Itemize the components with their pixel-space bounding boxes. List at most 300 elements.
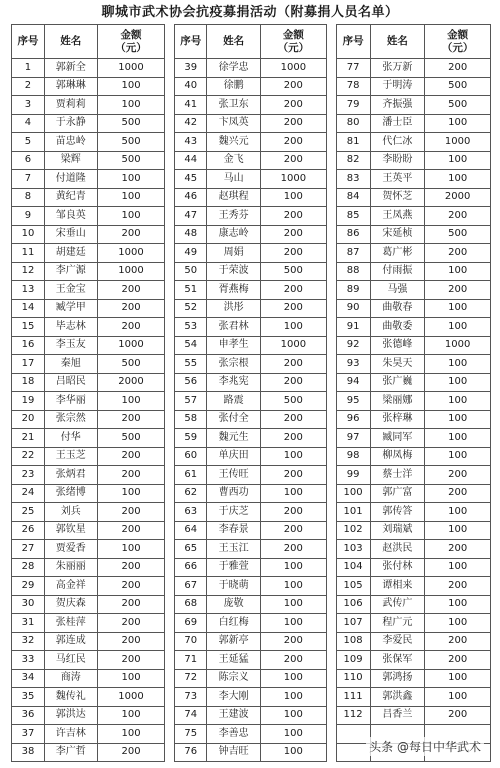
donation-amount: 100 xyxy=(260,188,326,207)
donor-name: 李爱民 xyxy=(370,632,425,651)
row-index: 25 xyxy=(12,503,45,522)
table-row xyxy=(175,540,326,559)
row-index: 93 xyxy=(336,355,370,374)
table-row xyxy=(175,207,326,226)
donor-name: 王凤燕 xyxy=(370,207,425,226)
table-row xyxy=(12,262,165,281)
donation-amount: 200 xyxy=(260,207,326,226)
donation-amount: 200 xyxy=(97,281,165,300)
table-row xyxy=(12,558,165,577)
table-row xyxy=(12,429,165,448)
donation-amount: 200 xyxy=(97,577,165,596)
donation-amount: 200 xyxy=(97,558,165,577)
donation-amount: 100 xyxy=(97,188,165,207)
row-index: 14 xyxy=(12,299,45,318)
donor-name: 许吉林 xyxy=(44,725,97,744)
row-index: 64 xyxy=(175,521,207,540)
table-row xyxy=(175,484,326,503)
table-header-row xyxy=(175,25,326,59)
donor-name: 曲敬委 xyxy=(370,318,425,337)
donation-amount: 100 xyxy=(425,170,491,189)
donor-name: 张付全 xyxy=(207,410,261,429)
table-row xyxy=(12,595,165,614)
donor-name: 陈宗义 xyxy=(207,669,261,688)
table-row xyxy=(12,632,165,651)
header-amount-label: 金额 xyxy=(447,28,469,41)
donor-name: 高金祥 xyxy=(44,577,97,596)
table-row xyxy=(336,207,490,226)
table-row xyxy=(336,595,490,614)
table-row xyxy=(12,225,165,244)
table-row xyxy=(175,743,326,762)
row-index: 112 xyxy=(336,706,370,725)
table-row xyxy=(175,558,326,577)
table-row xyxy=(12,299,165,318)
donor-name: 李广哲 xyxy=(44,743,97,762)
row-index: 26 xyxy=(12,521,45,540)
row-index: 50 xyxy=(175,262,207,281)
table-row xyxy=(12,373,165,392)
table-row xyxy=(12,577,165,596)
donation-amount: 200 xyxy=(260,651,326,670)
table-row xyxy=(12,170,165,189)
row-index: 51 xyxy=(175,281,207,300)
donor-name: 李兆宪 xyxy=(207,373,261,392)
row-index: 105 xyxy=(336,577,370,596)
donor-name: 胥燕梅 xyxy=(207,281,261,300)
donation-amount: 200 xyxy=(425,706,491,725)
table-row xyxy=(336,225,490,244)
donor-name: 付雨振 xyxy=(370,262,425,281)
table-row xyxy=(336,521,490,540)
table-row xyxy=(336,133,490,152)
row-index: 35 xyxy=(12,688,45,707)
donation-amount: 100 xyxy=(260,447,326,466)
table-row xyxy=(175,392,326,411)
donor-name: 梁辉 xyxy=(44,151,97,170)
donor-name: 张德峰 xyxy=(370,336,425,355)
row-index: 79 xyxy=(336,96,370,115)
donor-name: 于荣波 xyxy=(207,262,261,281)
table-row xyxy=(175,429,326,448)
table-row xyxy=(12,392,165,411)
row-index: 77 xyxy=(336,59,370,78)
table-header-row xyxy=(336,25,490,59)
row-index: 88 xyxy=(336,262,370,281)
table-row xyxy=(336,669,490,688)
donation-amount: 200 xyxy=(97,318,165,337)
header-index: 序号 xyxy=(175,25,207,59)
donation-amount: 200 xyxy=(260,521,326,540)
donor-name: 武传广 xyxy=(370,595,425,614)
row-index: 73 xyxy=(175,688,207,707)
table-row xyxy=(175,466,326,485)
donation-amount: 100 xyxy=(260,706,326,725)
row-index: 52 xyxy=(175,299,207,318)
row-index: 100 xyxy=(336,484,370,503)
header-amount xyxy=(260,25,326,59)
header-index: 序号 xyxy=(336,25,370,59)
donor-name: 苗忠岭 xyxy=(44,133,97,152)
donor-name: 张梓琳 xyxy=(370,410,425,429)
row-index: 34 xyxy=(12,669,45,688)
donation-amount: 200 xyxy=(260,355,326,374)
donor-name: 齐振强 xyxy=(370,96,425,115)
donor-name: 白红梅 xyxy=(207,614,261,633)
table-row xyxy=(175,373,326,392)
table-row xyxy=(175,188,326,207)
donation-amount: 100 xyxy=(260,688,326,707)
donor-name: 商涛 xyxy=(44,669,97,688)
donation-amount: 100 xyxy=(425,299,491,318)
donor-name: 王建波 xyxy=(207,706,261,725)
table-row xyxy=(336,614,490,633)
table-row xyxy=(175,114,326,133)
table-row xyxy=(175,725,326,744)
donation-amount: 200 xyxy=(425,577,491,596)
donor-name: 王金宝 xyxy=(44,281,97,300)
table-row xyxy=(12,336,165,355)
donation-amount: 2000 xyxy=(97,373,165,392)
donor-name: 郭广富 xyxy=(370,484,425,503)
row-index: 56 xyxy=(175,373,207,392)
row-index: 4 xyxy=(12,114,45,133)
donor-list-sheet xyxy=(11,24,491,764)
donation-amount: 100 xyxy=(97,96,165,115)
row-index: 68 xyxy=(175,595,207,614)
row-index: 80 xyxy=(336,114,370,133)
donation-amount: 100 xyxy=(425,151,491,170)
donor-name: 马山 xyxy=(207,170,261,189)
donor-name: 朱昊天 xyxy=(370,355,425,374)
row-index: 102 xyxy=(336,521,370,540)
table-row xyxy=(336,151,490,170)
donor-name: 梁丽娜 xyxy=(370,392,425,411)
donation-amount: 500 xyxy=(97,355,165,374)
donor-name: 申孝生 xyxy=(207,336,261,355)
donation-amount: 200 xyxy=(97,466,165,485)
donation-amount: 500 xyxy=(425,77,491,96)
table-row xyxy=(336,466,490,485)
donation-amount: 500 xyxy=(260,262,326,281)
donor-name: 臧学甲 xyxy=(44,299,97,318)
row-index: 98 xyxy=(336,447,370,466)
donor-name: 李盼盼 xyxy=(370,151,425,170)
donor-name: 庞敬 xyxy=(207,595,261,614)
donation-amount: 200 xyxy=(260,225,326,244)
table-row xyxy=(336,632,490,651)
donor-name: 宋垂山 xyxy=(44,225,97,244)
row-index: 3 xyxy=(12,96,45,115)
donation-amount: 200 xyxy=(425,466,491,485)
donor-name: 康志岭 xyxy=(207,225,261,244)
donation-amount: 200 xyxy=(425,207,491,226)
header-amount-unit: （元） xyxy=(115,41,147,54)
row-index: 17 xyxy=(12,355,45,374)
table-row xyxy=(12,447,165,466)
donation-amount: 200 xyxy=(97,521,165,540)
donor-name: 葛广彬 xyxy=(370,244,425,263)
donation-amount: 100 xyxy=(260,669,326,688)
donation-amount: 200 xyxy=(260,133,326,152)
row-index: 6 xyxy=(12,151,45,170)
row-index: 8 xyxy=(12,188,45,207)
donor-name: 魏元生 xyxy=(207,429,261,448)
donor-name: 于晓萌 xyxy=(207,577,261,596)
table-row xyxy=(336,558,490,577)
donation-amount: 100 xyxy=(425,447,491,466)
donation-amount: 200 xyxy=(260,299,326,318)
row-index: 10 xyxy=(12,225,45,244)
donation-amount: 500 xyxy=(97,429,165,448)
donor-name: 王秀芬 xyxy=(207,207,261,226)
table-row xyxy=(12,59,165,78)
table-row xyxy=(175,244,326,263)
table-row xyxy=(336,114,490,133)
donor-name: 于庆芝 xyxy=(207,503,261,522)
table-row xyxy=(12,669,165,688)
table-row xyxy=(175,447,326,466)
donor-name: 毕志林 xyxy=(44,318,97,337)
table-row xyxy=(175,410,326,429)
table-row xyxy=(336,577,490,596)
donor-name: 胡建廷 xyxy=(44,244,97,263)
donor-name: 李华丽 xyxy=(44,392,97,411)
donation-amount: 500 xyxy=(260,392,326,411)
donation-amount: 200 xyxy=(97,503,165,522)
table-row xyxy=(175,299,326,318)
donation-amount: 100 xyxy=(425,503,491,522)
donation-amount: 100 xyxy=(97,484,165,503)
donation-amount: 200 xyxy=(260,114,326,133)
header-amount-unit: （元） xyxy=(277,41,310,54)
donation-amount: 100 xyxy=(425,318,491,337)
table-row xyxy=(12,133,165,152)
table-row xyxy=(175,77,326,96)
donation-amount: 200 xyxy=(97,447,165,466)
row-index: 62 xyxy=(175,484,207,503)
donor-name: 贾莉莉 xyxy=(44,96,97,115)
header-amount-unit: （元） xyxy=(441,41,474,54)
header-amount xyxy=(425,25,491,59)
table-row xyxy=(12,614,165,633)
donation-amount: 200 xyxy=(260,632,326,651)
donor-name: 周娟 xyxy=(207,244,261,263)
donation-amount: 100 xyxy=(97,392,165,411)
donation-amount: 200 xyxy=(425,632,491,651)
row-index: 104 xyxy=(336,558,370,577)
donor-name: 秦旭 xyxy=(44,355,97,374)
donation-amount: 1000 xyxy=(97,244,165,263)
row-index: 38 xyxy=(12,743,45,762)
table-row xyxy=(175,225,326,244)
row-index: 5 xyxy=(12,133,45,152)
donor-name: 宋延桢 xyxy=(370,225,425,244)
donation-amount: 100 xyxy=(425,373,491,392)
row-index: 97 xyxy=(336,429,370,448)
row-index: 18 xyxy=(12,373,45,392)
table-row xyxy=(12,466,165,485)
row-index: 12 xyxy=(12,262,45,281)
donation-amount: 100 xyxy=(260,743,326,762)
row-index: 89 xyxy=(336,281,370,300)
table-row xyxy=(336,540,490,559)
row-index: 37 xyxy=(12,725,45,744)
donation-amount: 100 xyxy=(260,577,326,596)
donation-amount: 1000 xyxy=(97,59,165,78)
row-index: 43 xyxy=(175,133,207,152)
table-row xyxy=(175,632,326,651)
table-row xyxy=(12,281,165,300)
header-index: 序号 xyxy=(12,25,45,59)
donation-amount: 100 xyxy=(425,114,491,133)
table-row xyxy=(12,706,165,725)
row-index: 107 xyxy=(336,614,370,633)
donation-amount: 200 xyxy=(97,225,165,244)
table-row xyxy=(175,59,326,78)
row-index: 87 xyxy=(336,244,370,263)
donation-amount: 500 xyxy=(425,96,491,115)
donation-amount: 1000 xyxy=(425,133,491,152)
donation-amount: 100 xyxy=(97,706,165,725)
row-index: 66 xyxy=(175,558,207,577)
row-index: 61 xyxy=(175,466,207,485)
table-row xyxy=(336,96,490,115)
row-index: 90 xyxy=(336,299,370,318)
table-row xyxy=(336,281,490,300)
row-index: 85 xyxy=(336,207,370,226)
donor-name: 贺庆森 xyxy=(44,595,97,614)
donation-amount: 200 xyxy=(97,595,165,614)
donation-amount: 200 xyxy=(260,429,326,448)
donation-amount: 200 xyxy=(260,281,326,300)
donation-amount: 200 xyxy=(425,540,491,559)
table-row xyxy=(336,77,490,96)
table-row xyxy=(336,688,490,707)
donor-name: 贺怀芝 xyxy=(370,188,425,207)
donation-amount: 100 xyxy=(97,540,165,559)
row-index: 45 xyxy=(175,170,207,189)
donation-amount: 100 xyxy=(97,669,165,688)
row-index: 24 xyxy=(12,484,45,503)
donation-amount: 200 xyxy=(425,281,491,300)
donation-amount: 100 xyxy=(97,725,165,744)
donation-amount: 200 xyxy=(260,373,326,392)
table-row xyxy=(336,429,490,448)
row-index: 30 xyxy=(12,595,45,614)
donor-name: 钟吉旺 xyxy=(207,743,261,762)
table-row xyxy=(12,244,165,263)
donation-amount: 100 xyxy=(260,725,326,744)
row-index: 109 xyxy=(336,651,370,670)
table-row xyxy=(12,151,165,170)
row-index xyxy=(336,743,370,762)
donation-amount: 200 xyxy=(260,151,326,170)
donor-name: 曹西功 xyxy=(207,484,261,503)
donation-amount: 200 xyxy=(260,96,326,115)
table-row xyxy=(12,96,165,115)
row-index: 31 xyxy=(12,614,45,633)
donation-amount: 200 xyxy=(260,77,326,96)
donor-name: 郭鸿扬 xyxy=(370,669,425,688)
table-row xyxy=(12,207,165,226)
donation-amount: 200 xyxy=(97,632,165,651)
table-row xyxy=(12,725,165,744)
row-index: 44 xyxy=(175,151,207,170)
row-index: 103 xyxy=(336,540,370,559)
donation-amount: 2000 xyxy=(425,188,491,207)
donor-name: 于永静 xyxy=(44,114,97,133)
donation-amount: 100 xyxy=(425,262,491,281)
table-row xyxy=(336,244,490,263)
donor-name: 刘瑞斌 xyxy=(370,521,425,540)
table-row xyxy=(175,577,326,596)
row-index: 101 xyxy=(336,503,370,522)
donation-amount: 200 xyxy=(260,410,326,429)
donor-name: 郭传答 xyxy=(370,503,425,522)
donor-name: 张卫东 xyxy=(207,96,261,115)
donor-name: 魏兴元 xyxy=(207,133,261,152)
donor-name: 贾爱香 xyxy=(44,540,97,559)
row-index: 16 xyxy=(12,336,45,355)
donor-name: 付华 xyxy=(44,429,97,448)
table-row xyxy=(175,355,326,374)
row-index: 96 xyxy=(336,410,370,429)
donation-amount: 1000 xyxy=(97,336,165,355)
donor-name: 邹良英 xyxy=(44,207,97,226)
donation-amount: 200 xyxy=(97,410,165,429)
donor-name: 潘士臣 xyxy=(370,114,425,133)
row-index: 86 xyxy=(336,225,370,244)
row-index: 74 xyxy=(175,706,207,725)
table-row xyxy=(336,170,490,189)
table-row xyxy=(175,503,326,522)
table-row xyxy=(175,706,326,725)
donor-table-1 xyxy=(11,24,165,762)
donation-amount: 500 xyxy=(97,151,165,170)
row-index: 111 xyxy=(336,688,370,707)
donor-name: 郭洪达 xyxy=(44,706,97,725)
donor-name: 黄纪青 xyxy=(44,188,97,207)
donor-name: 付道隆 xyxy=(44,170,97,189)
row-index: 95 xyxy=(336,392,370,411)
donor-name: 于雅萱 xyxy=(207,558,261,577)
row-index: 108 xyxy=(336,632,370,651)
donation-amount: 1000 xyxy=(97,688,165,707)
row-index: 54 xyxy=(175,336,207,355)
donation-amount: 100 xyxy=(260,318,326,337)
row-index: 46 xyxy=(175,188,207,207)
donor-name: 徐学忠 xyxy=(207,59,261,78)
row-index: 11 xyxy=(12,244,45,263)
table-row xyxy=(175,262,326,281)
donor-name: 郭钦星 xyxy=(44,521,97,540)
table-row xyxy=(336,410,490,429)
row-index: 71 xyxy=(175,651,207,670)
donor-name: 王传旺 xyxy=(207,466,261,485)
table-row xyxy=(336,336,490,355)
row-index: 99 xyxy=(336,466,370,485)
row-index: 106 xyxy=(336,595,370,614)
donor-name: 张炳君 xyxy=(44,466,97,485)
row-index: 32 xyxy=(12,632,45,651)
donor-name: 张万新 xyxy=(370,59,425,78)
donor-name: 郭新亭 xyxy=(207,632,261,651)
donation-amount: 100 xyxy=(260,558,326,577)
donor-name: 赵洪民 xyxy=(370,540,425,559)
donor-name: 张桂萍 xyxy=(44,614,97,633)
donation-amount: 100 xyxy=(425,355,491,374)
